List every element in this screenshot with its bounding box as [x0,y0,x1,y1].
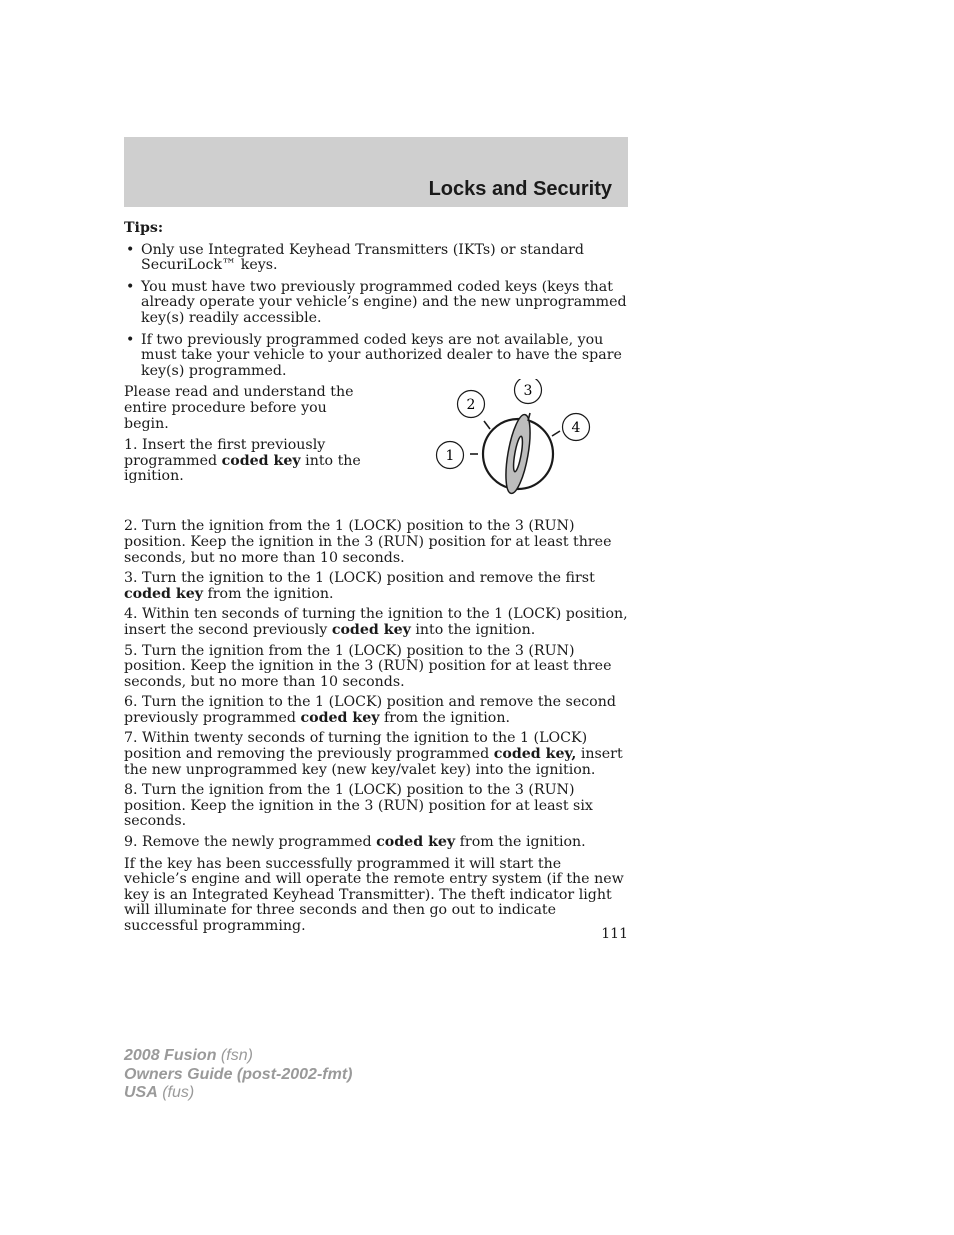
bullet-icon: • [126,278,135,295]
section-title: Locks and Security [428,178,612,200]
footer-doc-info [124,1047,352,1103]
step-1: 1. Insert the first previously programmed coded key into the ignition. [124,437,361,485]
step-8: 8. Turn the ignition from the 1 (LOCK) position to the 3 (RUN) position. Keep the ignition in the 3 (RUN) position for at least six seconds. [124,782,593,830]
intro-text [124,385,374,485]
tips-heading: Tips: [124,220,164,236]
position-tick-4 [552,431,560,436]
step-6: 6. Turn the ignition to the 1 (LOCK) position and remove the second previously programmed coded key from the ignition. [124,694,616,726]
bullet-icon: • [126,241,135,258]
footer-line-model: 2008 Fusion (fsn) [124,1047,253,1064]
step-9: 9. Remove the newly programmed coded key from the ignition. [124,834,586,851]
step-7: 7. Within twenty seconds of turning the ignition to the 1 (LOCK) position and removing the previously programmed coded key, insert the new unprogrammed key (new key/valet key) into the ignition. [124,730,623,778]
footer-line-market: USA (fus) [124,1084,195,1101]
bullet-icon: • [126,331,135,348]
position-label-1: 1 [445,448,455,465]
ignition-key-icon [434,379,594,504]
tip-item: • You must have two previously programmed coded keys (keys that already operate your vehicle’s engine) and the new unprogrammed key(s) readily accessible. [126,278,627,326]
intro-block [124,385,628,519]
step-4: 4. Within ten seconds of turning the ignition to the 1 (LOCK) position, insert the second previously coded key into the ignition. [124,606,628,638]
page-number: 111 [601,926,628,942]
footer-line-guide: Owners Guide (post-2002-fmt) [124,1065,353,1083]
position-label-4: 4 [571,420,581,437]
position-label-3: 3 [523,383,533,400]
tip-item: • If two previously programmed coded keys are not available, you must take your vehicle to your authorized dealer to have the spare key(s) programmed. [126,331,622,379]
step-5: 5. Turn the ignition from the 1 (LOCK) position to the 3 (RUN) position. Keep the ignition in the 3 (RUN) position for at least three seconds, but no more than 10 seconds. [124,642,612,690]
read-first-paragraph: Please read and understand the entire procedure before you begin. [124,384,354,432]
page-content [124,221,628,935]
step-3: 3. Turn the ignition to the 1 (LOCK) position and remove the first coded key from the ignition. [124,570,595,602]
tip-item: • Only use Integrated Keyhead Transmitters (IKTs) or standard SecuriLock™ keys. [126,241,585,274]
position-tick-3 [528,413,530,421]
position-tick-2 [484,421,490,429]
section-header [124,137,628,207]
step-2: 2. Turn the ignition from the 1 (LOCK) position to the 3 (RUN) position. Keep the ignition in the 3 (RUN) position for at least three seconds, but no more than 10 seconds. [124,518,612,566]
tips-list [124,243,628,380]
position-label-2: 2 [466,397,476,414]
closing-paragraph: If the key has been successfully programmed it will start the vehicle’s engine and will operate the remote entry system (if the new key is an Integrated Keyhead Transmitter). The theft indicator light will illuminate for three seconds and then go out to indicate successful programming. [124,855,624,934]
